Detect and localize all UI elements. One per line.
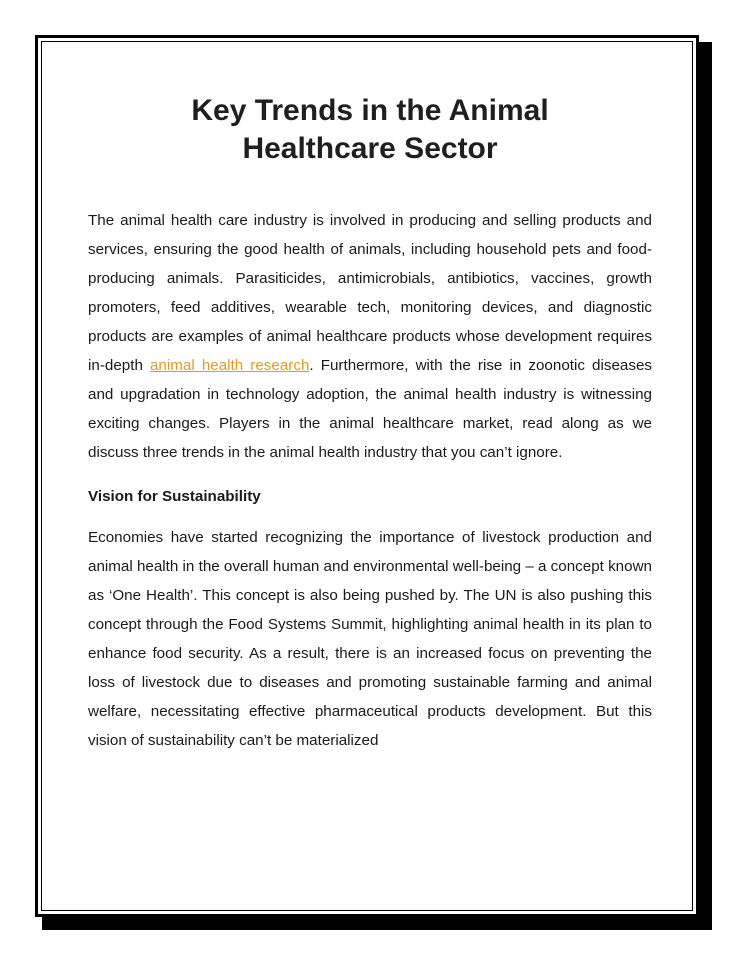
document-content [88, 92, 652, 755]
animal-health-research-link[interactable]: animal health research [149, 357, 310, 374]
section-heading: Vision for Sustainability [88, 488, 261, 505]
intro-text-end: . Furthermore, with the rise in zoonotic diseases and upgradation in technology adoption, the animal health industry is witnessing exciting changes. Players in the animal healthcare market, read along as we discuss three trends in the animal health industry that you can’t ignore. [88, 357, 652, 461]
intro-text-start: The animal health care industry is involved in producing and selling products and services, ensuring the good health of animals, including household pets and food-producing animals. Parasiticides, antimicrobials, antibiotics, vaccines, growth promoters, feed additives, wearable tech, monitoring devices, and diagnostic products are examples of animal healthcare products whose development requires in-depth [88, 212, 652, 374]
title-line-2: Healthcare Sector [242, 132, 498, 165]
document-title [88, 92, 652, 168]
title-line-1: Key Trends in the Animal [191, 94, 549, 127]
document-page [35, 35, 699, 917]
section-paragraph: Economies have started recognizing the importance of livestock production and animal health in the overall human and environmental well-being – a concept known as ‘One Health’. This concept is also being pushed by. The UN is also pushing this concept through the Food Systems Summit, highlighting animal health in its plan to enhance food security. As a result, there is an increased focus on preventing the loss of livestock due to diseases and promoting sustainable farming and animal welfare, necessitating effective pharmaceutical products development. But this vision of sustainability can’t be materialized [88, 529, 652, 749]
intro-paragraph [88, 206, 652, 467]
